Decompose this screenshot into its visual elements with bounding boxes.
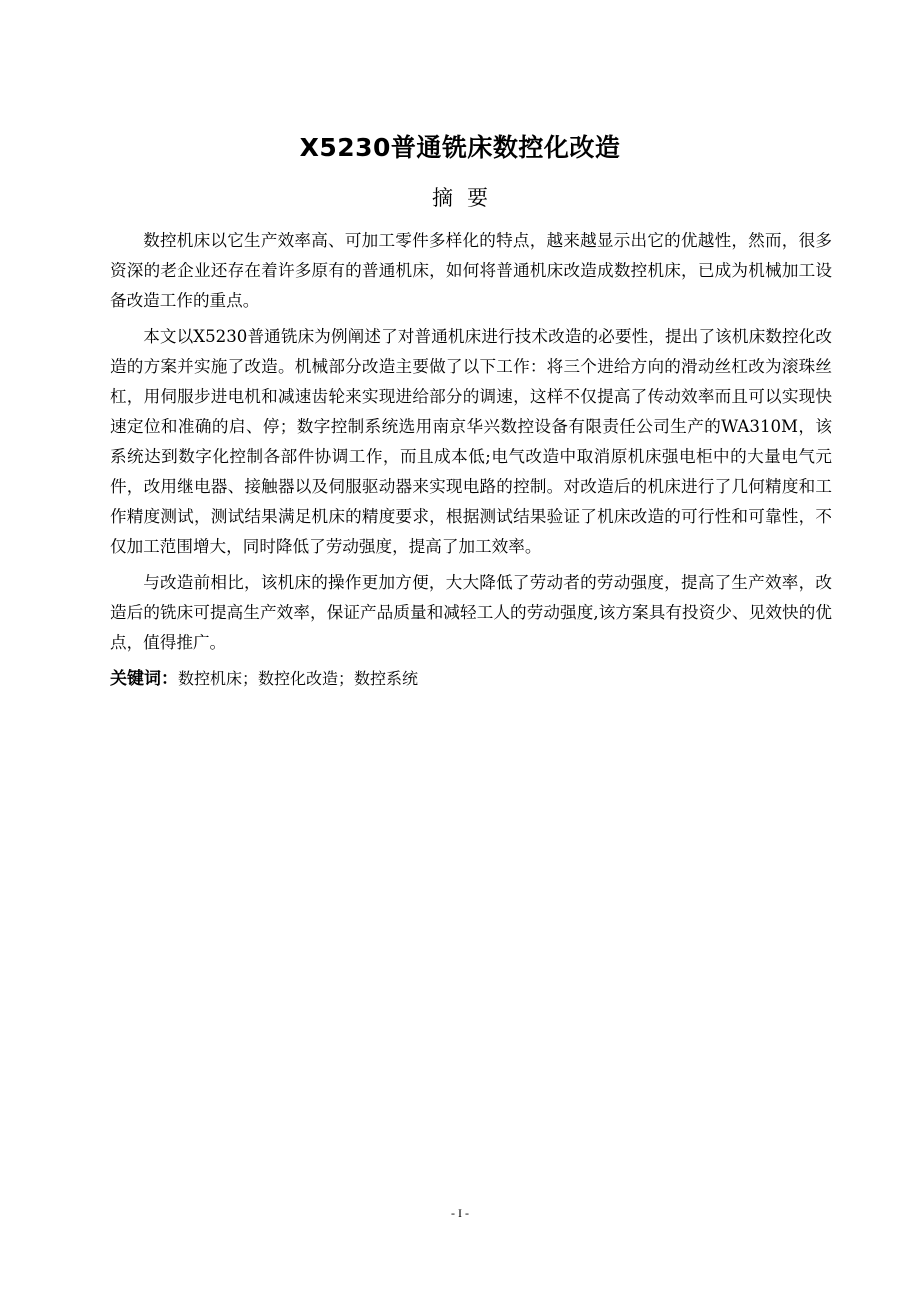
keywords-line — [110, 664, 832, 694]
abstract-paragraph-3: 与改造前相比，该机床的操作更加方便，大大降低了劳动者的劳动强度，提高了生产效率，改造后的铣床可提高生产效率，保证产品质量和减轻工人的劳动强度,该方案具有投资少、见效快的优点，值得推广。 — [110, 573, 832, 652]
abstract-heading: 摘要 — [432, 186, 502, 210]
keywords-value: 数控机床；数控化改造；数控系统 — [178, 669, 419, 688]
keywords-label: 关键词： — [110, 669, 178, 689]
abstract-body — [110, 226, 832, 694]
abstract-paragraph-2: 本文以X5230普通铣床为例阐述了对普通机床进行技术改造的必要性，提出了该机床数控化改造的方案并实施了改造。机械部分改造主要做了以下工作：将三个进给方向的滑动丝杠改为滚珠丝杠，用伺服步进电机和减速齿轮来实现进给部分的调速，这样不仅提高了传动效率而且可以实现快速定位和准确的启、停；数字控制系统选用南京华兴数控设备有限责任公司生产的WA310M，该系统达到数字化控制各部件协调工作，而且成本低;电气改造中取消原机床强电柜中的大量电气元件，改用继电器、接触器以及伺服驱动器来实现电路的控制。对改造后的机床进行了几何精度和工作精度测试，测试结果满足机床的精度要求，根据测试结果验证了机床改造的可行性和可靠性，不仅加工范围增大，同时降低了劳动强度，提高了加工效率。 — [110, 327, 832, 556]
document-title: X5230普通铣床数控化改造 — [299, 133, 621, 162]
abstract-paragraph-1: 数控机床以它生产效率高、可加工零件多样化的特点，越来越显示出它的优越性，然而，很多资深的老企业还存在着许多原有的普通机床，如何将普通机床改造成数控机床，已成为机械加工设备改造工作的重点。 — [110, 231, 832, 310]
page-number: - I - — [451, 1206, 469, 1220]
